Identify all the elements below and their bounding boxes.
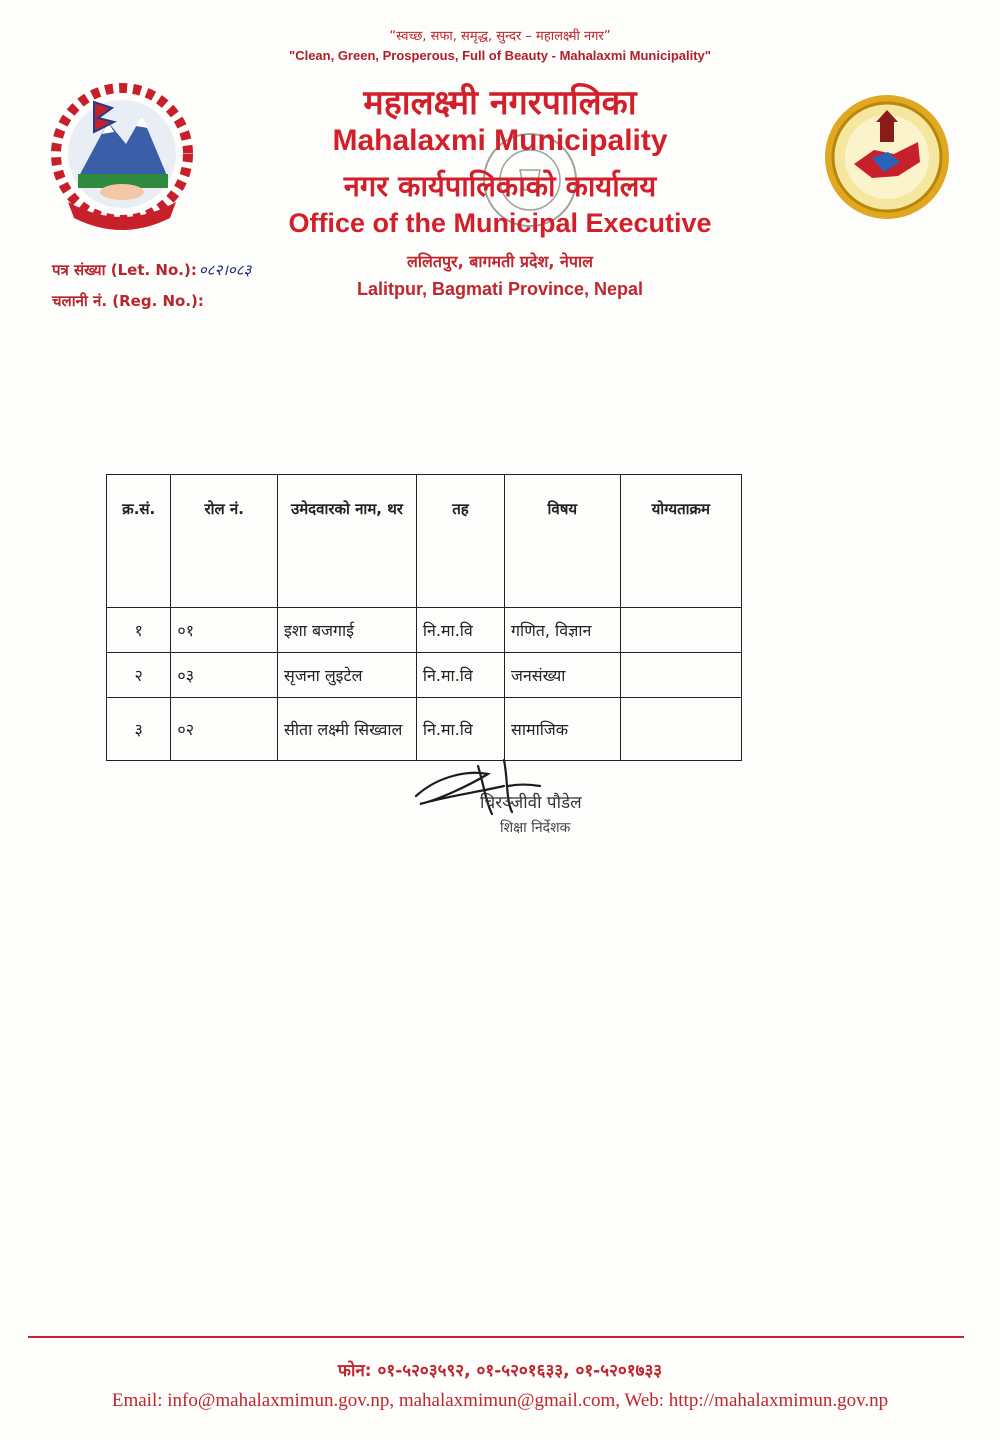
cell-subject: सामाजिक xyxy=(505,698,621,761)
address-english: Lalitpur, Bagmati Province, Nepal xyxy=(356,279,644,299)
cell-subject: जनसंख्या xyxy=(505,653,621,698)
cell-level: नि.मा.वि xyxy=(416,698,504,761)
header-roll: रोल नं. xyxy=(171,475,278,608)
address-nepali: ललितपुर, बागमती प्रदेश, नेपाल xyxy=(406,252,594,271)
cell-subject: गणित, विज्ञान xyxy=(505,608,621,653)
cell-name: इशा बजगाई xyxy=(278,608,417,653)
cell-serial: ३ xyxy=(107,698,171,761)
signatory-name: चिरञ्जीवी पौडेल xyxy=(480,793,582,813)
cell-name: सृजना लुइटेल xyxy=(278,653,417,698)
header-serial: क्र.सं. xyxy=(107,475,171,608)
slogan-english: "Clean, Green, Prosperous, Full of Beauty - Mahalaxmi Municipality" xyxy=(289,48,711,63)
cell-level: नि.मा.वि xyxy=(416,653,504,698)
signatory-title: शिक्षा निर्देशक xyxy=(500,820,571,836)
letter-number-value: ०८२।०८३ xyxy=(198,261,252,279)
cell-serial: २ xyxy=(107,653,171,698)
letter-number xyxy=(52,260,251,280)
cell-serial: १ xyxy=(107,608,171,653)
header-level: तह xyxy=(416,475,504,608)
table-row xyxy=(107,608,742,653)
cell-name: सीता लक्ष्मी सिख्वाल xyxy=(278,698,417,761)
table-header-row xyxy=(107,475,742,608)
slogan-nepali: “स्वच्छ, सफा, समृद्ध, सुन्दर – महालक्ष्मी नगर” xyxy=(389,29,611,44)
municipality-title-nepali: महालक्ष्मी नगरपालिका xyxy=(363,83,637,123)
office-title-nepali: नगर कार्यपालिकाको कार्यालय xyxy=(343,169,657,203)
candidate-table xyxy=(106,474,742,761)
table-row xyxy=(107,698,742,761)
cell-roll: ०२ xyxy=(171,698,278,761)
cell-roll: ०१ xyxy=(171,608,278,653)
office-title-english: Office of the Municipal Executive xyxy=(288,208,712,238)
cell-rank xyxy=(620,698,741,761)
footer-divider xyxy=(28,1336,964,1338)
registration-number-label: चलानी नं. (Reg. No.): xyxy=(52,292,204,310)
municipality-title-english: Mahalaxmi Municipality xyxy=(332,124,668,157)
cell-level: नि.मा.वि xyxy=(416,608,504,653)
header-rank: योग्यताक्रम xyxy=(620,475,741,608)
footer-phone: फोन: ०१-५२०३५९२, ०१-५२०१६३३, ०१-५२०१७३३ xyxy=(337,1361,663,1381)
cell-rank xyxy=(620,608,741,653)
header-name: उमेदवारको नाम, थर xyxy=(278,475,417,608)
cell-roll: ०३ xyxy=(171,653,278,698)
table-row xyxy=(107,653,742,698)
footer-contact: Email: info@mahalaxmimun.gov.np, mahalaxmimun@gmail.com, Web: http://mahalaxmimun.gov.np xyxy=(111,1390,889,1411)
header-subject: विषय xyxy=(505,475,621,608)
cell-rank xyxy=(620,653,741,698)
letter-number-label: पत्र संख्या (Let. No.): xyxy=(52,261,197,279)
